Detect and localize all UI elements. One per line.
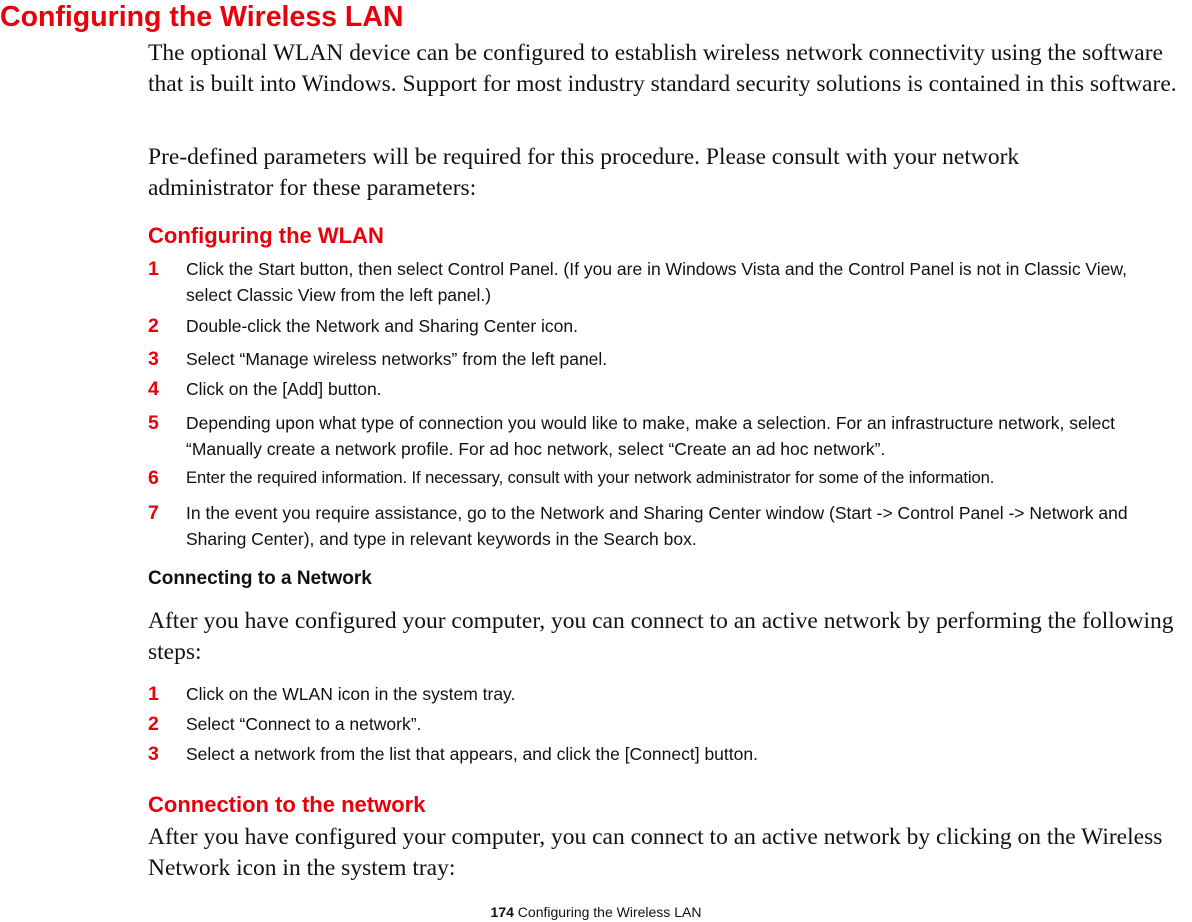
- step-number: 4: [148, 378, 159, 400]
- intro-paragraph-1: The optional WLAN device can be configured to establish wireless network connectivity using the software that is built into Windows. Support for most industry standard security solutions is contained in this software.: [148, 40, 1177, 97]
- step-number: 1: [148, 683, 159, 705]
- step-text: Select a network from the list that appears, and click the [Connect] button.: [186, 744, 758, 764]
- step-text: Click on the WLAN icon in the system tray.: [186, 684, 516, 704]
- config-step-3: [148, 346, 1192, 372]
- page-footer: [0, 903, 1192, 921]
- connecting-network-heading: Connecting to a Network: [148, 568, 372, 589]
- step-number: 1: [148, 258, 159, 280]
- step-text: Select “Connect to a network”.: [186, 714, 422, 734]
- step-number: 2: [148, 315, 159, 337]
- page-title: Configuring the Wireless LAN: [0, 1, 404, 33]
- step-text: Enter the required information. If necessary, consult with your network administrator for some of the information.: [186, 468, 995, 487]
- config-step-5: [148, 410, 1192, 462]
- connect-step-3: [148, 741, 1192, 767]
- page-number: 174: [490, 904, 514, 920]
- step-text: Depending upon what type of connection you would like to make, make a selection. For an infrastructure network, select “Manually create a network profile. For ad hoc network, select “Create an ad hoc network”.: [186, 413, 1115, 459]
- config-step-2: [148, 313, 1192, 339]
- connecting-paragraph: After you have configured your computer, you can connect to an active network by performing the following steps:: [148, 608, 1174, 665]
- step-number: 6: [148, 467, 159, 489]
- step-text: Click on the [Add] button.: [186, 379, 382, 399]
- step-number: 3: [148, 743, 159, 765]
- config-step-6: [148, 465, 1192, 491]
- step-number: 5: [148, 412, 159, 434]
- step-text: Double-click the Network and Sharing Center icon.: [186, 316, 578, 336]
- connect-step-2: [148, 711, 1192, 737]
- intro-paragraph-2: Pre-defined parameters will be required for this procedure. Please consult with your network administrator for these parameters:: [148, 144, 1020, 201]
- step-number: 3: [148, 348, 159, 370]
- step-text: In the event you require assistance, go to the Network and Sharing Center window (Start -> Control Panel -> Network and Sharing Center), and type in relevant keywords in the Search box.: [186, 503, 1128, 549]
- step-number: 2: [148, 713, 159, 735]
- connection-paragraph: After you have configured your computer, you can connect to an active network by clicking on the Wireless Network icon in the system tray:: [148, 824, 1163, 881]
- config-step-1: [148, 256, 1192, 308]
- connection-network-heading: Connection to the network: [148, 792, 426, 817]
- step-text: Click the Start button, then select Control Panel. (If you are in Windows Vista and the Control Panel is not in Classic View, select Classic View from the left panel.): [186, 259, 1127, 305]
- step-text: Select “Manage wireless networks” from the left panel.: [186, 349, 608, 369]
- config-step-4: [148, 376, 1192, 402]
- footer-section-title: Configuring the Wireless LAN: [517, 904, 702, 920]
- config-step-7: [148, 500, 1192, 552]
- connect-step-1: [148, 681, 1192, 707]
- step-number: 7: [148, 502, 159, 524]
- configuring-wlan-heading: Configuring the WLAN: [148, 223, 384, 248]
